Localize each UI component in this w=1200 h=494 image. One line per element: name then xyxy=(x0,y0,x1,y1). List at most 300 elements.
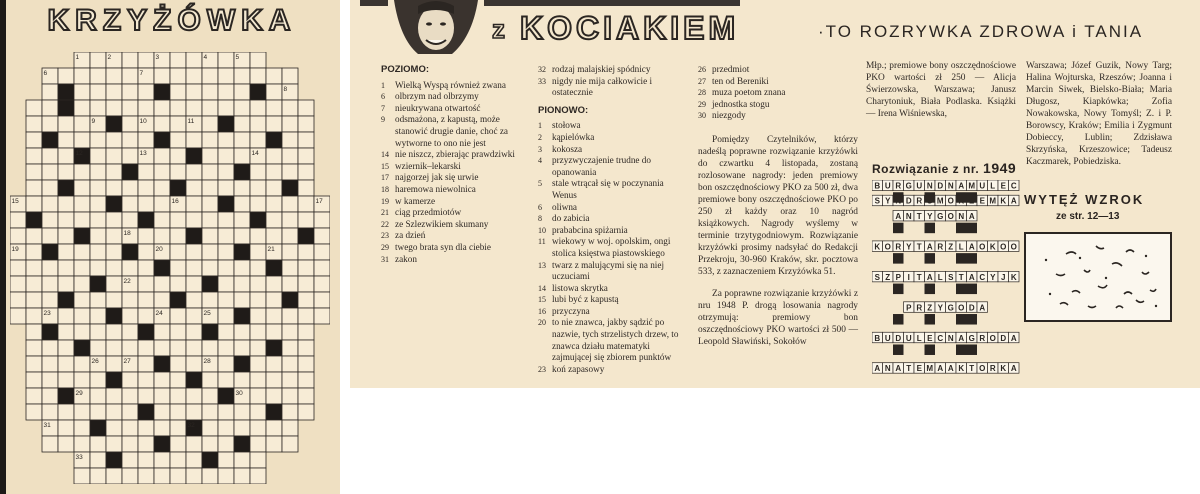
grid-cell[interactable] xyxy=(170,436,186,452)
grid-cell[interactable] xyxy=(266,116,282,132)
grid-cell[interactable] xyxy=(250,340,266,356)
grid-cell[interactable] xyxy=(58,276,74,292)
grid-cell[interactable] xyxy=(250,228,266,244)
grid-cell[interactable] xyxy=(138,164,154,180)
grid-cell[interactable] xyxy=(234,260,250,276)
grid-cell[interactable] xyxy=(218,228,234,244)
grid-cell[interactable] xyxy=(202,452,218,468)
grid-cell[interactable] xyxy=(282,292,298,308)
grid-cell[interactable] xyxy=(170,468,186,484)
grid-cell[interactable] xyxy=(218,276,234,292)
grid-cell[interactable] xyxy=(234,212,250,228)
grid-cell[interactable] xyxy=(298,292,314,308)
grid-cell[interactable] xyxy=(106,180,122,196)
grid-cell[interactable] xyxy=(298,244,314,260)
grid-cell[interactable] xyxy=(266,356,282,372)
grid-cell[interactable] xyxy=(218,52,234,68)
grid-cell[interactable] xyxy=(170,452,186,468)
grid-cell[interactable] xyxy=(154,452,170,468)
grid-cell[interactable] xyxy=(106,84,122,100)
grid-cell[interactable] xyxy=(250,356,266,372)
grid-cell[interactable] xyxy=(74,324,90,340)
grid-cell[interactable] xyxy=(250,260,266,276)
grid-cell[interactable] xyxy=(218,468,234,484)
grid-cell[interactable] xyxy=(26,372,42,388)
grid-cell[interactable] xyxy=(122,436,138,452)
grid-cell[interactable] xyxy=(10,212,26,228)
grid-cell[interactable] xyxy=(90,340,106,356)
grid-cell[interactable] xyxy=(218,132,234,148)
grid-cell[interactable] xyxy=(298,116,314,132)
grid-cell[interactable] xyxy=(266,228,282,244)
grid-cell[interactable] xyxy=(170,68,186,84)
grid-cell[interactable] xyxy=(58,324,74,340)
grid-cell[interactable] xyxy=(186,276,202,292)
grid-cell[interactable] xyxy=(186,52,202,68)
grid-cell[interactable] xyxy=(138,180,154,196)
grid-cell[interactable] xyxy=(74,468,90,484)
grid-cell[interactable] xyxy=(314,260,330,276)
grid-cell[interactable] xyxy=(282,212,298,228)
grid-cell[interactable] xyxy=(90,212,106,228)
grid-cell[interactable] xyxy=(90,148,106,164)
grid-cell[interactable] xyxy=(298,404,314,420)
grid-cell[interactable] xyxy=(138,228,154,244)
grid-cell[interactable] xyxy=(266,260,282,276)
grid-cell[interactable] xyxy=(250,100,266,116)
grid-cell[interactable] xyxy=(106,356,122,372)
grid-cell[interactable] xyxy=(218,116,234,132)
grid-cell[interactable] xyxy=(266,100,282,116)
grid-cell[interactable] xyxy=(122,452,138,468)
grid-cell[interactable] xyxy=(74,436,90,452)
grid-cell[interactable] xyxy=(122,260,138,276)
grid-cell[interactable] xyxy=(58,356,74,372)
grid-cell[interactable] xyxy=(42,148,58,164)
grid-cell[interactable] xyxy=(186,100,202,116)
grid-cell[interactable] xyxy=(74,244,90,260)
grid-cell[interactable] xyxy=(234,372,250,388)
grid-cell[interactable] xyxy=(122,196,138,212)
grid-cell[interactable] xyxy=(218,308,234,324)
grid-cell[interactable] xyxy=(234,308,250,324)
grid-cell[interactable] xyxy=(266,212,282,228)
grid-cell[interactable] xyxy=(106,468,122,484)
grid-cell[interactable] xyxy=(154,84,170,100)
grid-cell[interactable] xyxy=(58,228,74,244)
grid-cell[interactable] xyxy=(234,420,250,436)
grid-cell[interactable] xyxy=(282,68,298,84)
grid-cell[interactable] xyxy=(234,228,250,244)
grid-cell[interactable] xyxy=(266,404,282,420)
grid-cell[interactable] xyxy=(186,436,202,452)
grid-cell[interactable] xyxy=(234,340,250,356)
grid-cell[interactable] xyxy=(266,148,282,164)
grid-cell[interactable] xyxy=(138,324,154,340)
grid-cell[interactable] xyxy=(90,324,106,340)
grid-cell[interactable] xyxy=(42,340,58,356)
grid-cell[interactable] xyxy=(106,100,122,116)
grid-cell[interactable] xyxy=(74,404,90,420)
grid-cell[interactable] xyxy=(202,132,218,148)
grid-cell[interactable] xyxy=(314,308,330,324)
grid-cell[interactable] xyxy=(218,180,234,196)
grid-cell[interactable] xyxy=(58,244,74,260)
grid-cell[interactable] xyxy=(42,228,58,244)
grid-cell[interactable] xyxy=(234,436,250,452)
grid-cell[interactable] xyxy=(42,180,58,196)
grid-cell[interactable] xyxy=(90,84,106,100)
grid-cell[interactable] xyxy=(74,84,90,100)
grid-cell[interactable] xyxy=(218,324,234,340)
grid-cell[interactable] xyxy=(154,116,170,132)
grid-cell[interactable] xyxy=(138,452,154,468)
grid-cell[interactable] xyxy=(202,372,218,388)
grid-cell[interactable] xyxy=(122,420,138,436)
grid-cell[interactable] xyxy=(154,388,170,404)
grid-cell[interactable] xyxy=(74,228,90,244)
grid-cell[interactable] xyxy=(106,196,122,212)
grid-cell[interactable] xyxy=(90,260,106,276)
grid-cell[interactable] xyxy=(282,404,298,420)
grid-cell[interactable] xyxy=(138,52,154,68)
grid-cell[interactable] xyxy=(250,388,266,404)
grid-cell[interactable] xyxy=(170,292,186,308)
grid-cell[interactable] xyxy=(122,180,138,196)
grid-cell[interactable] xyxy=(266,324,282,340)
grid-cell[interactable] xyxy=(26,180,42,196)
grid-cell[interactable] xyxy=(186,308,202,324)
grid-cell[interactable] xyxy=(90,132,106,148)
grid-cell[interactable] xyxy=(218,292,234,308)
grid-cell[interactable] xyxy=(218,148,234,164)
grid-cell[interactable] xyxy=(218,84,234,100)
grid-cell[interactable] xyxy=(106,132,122,148)
grid-cell[interactable] xyxy=(282,260,298,276)
grid-cell[interactable] xyxy=(202,340,218,356)
grid-cell[interactable] xyxy=(266,164,282,180)
grid-cell[interactable] xyxy=(10,308,26,324)
grid-cell[interactable] xyxy=(42,436,58,452)
grid-cell[interactable] xyxy=(154,68,170,84)
grid-cell[interactable] xyxy=(138,260,154,276)
grid-cell[interactable] xyxy=(218,372,234,388)
grid-cell[interactable] xyxy=(218,404,234,420)
grid-cell[interactable] xyxy=(58,308,74,324)
grid-cell[interactable] xyxy=(250,468,266,484)
grid-cell[interactable] xyxy=(58,132,74,148)
grid-cell[interactable] xyxy=(154,132,170,148)
grid-cell[interactable] xyxy=(74,260,90,276)
grid-cell[interactable] xyxy=(266,84,282,100)
grid-cell[interactable] xyxy=(74,196,90,212)
grid-cell[interactable] xyxy=(26,324,42,340)
grid-cell[interactable] xyxy=(218,244,234,260)
grid-cell[interactable] xyxy=(186,404,202,420)
grid-cell[interactable] xyxy=(26,164,42,180)
grid-cell[interactable] xyxy=(42,164,58,180)
grid-cell[interactable] xyxy=(58,372,74,388)
grid-cell[interactable] xyxy=(90,420,106,436)
grid-cell[interactable] xyxy=(186,180,202,196)
grid-cell[interactable] xyxy=(122,468,138,484)
grid-cell[interactable] xyxy=(58,420,74,436)
grid-cell[interactable] xyxy=(170,228,186,244)
grid-cell[interactable] xyxy=(90,276,106,292)
grid-cell[interactable] xyxy=(266,388,282,404)
grid-cell[interactable] xyxy=(154,276,170,292)
grid-cell[interactable] xyxy=(234,116,250,132)
grid-cell[interactable] xyxy=(218,100,234,116)
grid-cell[interactable] xyxy=(74,356,90,372)
grid-cell[interactable] xyxy=(122,292,138,308)
grid-cell[interactable] xyxy=(106,452,122,468)
grid-cell[interactable] xyxy=(58,388,74,404)
grid-cell[interactable] xyxy=(170,260,186,276)
grid-cell[interactable] xyxy=(170,404,186,420)
grid-cell[interactable] xyxy=(218,388,234,404)
grid-cell[interactable] xyxy=(282,148,298,164)
grid-cell[interactable] xyxy=(218,260,234,276)
grid-cell[interactable] xyxy=(26,388,42,404)
grid-cell[interactable] xyxy=(282,164,298,180)
grid-cell[interactable] xyxy=(122,308,138,324)
grid-cell[interactable] xyxy=(42,212,58,228)
grid-cell[interactable] xyxy=(298,180,314,196)
grid-cell[interactable] xyxy=(234,468,250,484)
grid-cell[interactable] xyxy=(298,100,314,116)
grid-cell[interactable] xyxy=(170,340,186,356)
grid-cell[interactable] xyxy=(42,84,58,100)
grid-cell[interactable] xyxy=(26,340,42,356)
grid-cell[interactable] xyxy=(234,452,250,468)
grid-cell[interactable] xyxy=(90,452,106,468)
grid-cell[interactable] xyxy=(234,68,250,84)
grid-cell[interactable] xyxy=(26,308,42,324)
grid-cell[interactable] xyxy=(106,212,122,228)
grid-cell[interactable] xyxy=(122,324,138,340)
grid-cell[interactable] xyxy=(42,260,58,276)
grid-cell[interactable] xyxy=(202,388,218,404)
grid-cell[interactable] xyxy=(122,164,138,180)
grid-cell[interactable] xyxy=(58,164,74,180)
grid-cell[interactable] xyxy=(74,292,90,308)
grid-cell[interactable] xyxy=(154,356,170,372)
grid-cell[interactable] xyxy=(42,116,58,132)
grid-cell[interactable] xyxy=(186,148,202,164)
grid-cell[interactable] xyxy=(90,468,106,484)
grid-cell[interactable] xyxy=(74,420,90,436)
grid-cell[interactable] xyxy=(170,276,186,292)
grid-cell[interactable] xyxy=(106,260,122,276)
grid-cell[interactable] xyxy=(202,228,218,244)
grid-cell[interactable] xyxy=(234,244,250,260)
grid-cell[interactable] xyxy=(282,340,298,356)
grid-cell[interactable] xyxy=(106,276,122,292)
grid-cell[interactable] xyxy=(10,228,26,244)
grid-cell[interactable] xyxy=(26,292,42,308)
grid-cell[interactable] xyxy=(58,116,74,132)
grid-cell[interactable] xyxy=(202,260,218,276)
grid-cell[interactable] xyxy=(250,212,266,228)
grid-cell[interactable] xyxy=(122,244,138,260)
grid-cell[interactable] xyxy=(106,420,122,436)
grid-cell[interactable] xyxy=(26,404,42,420)
grid-cell[interactable] xyxy=(74,340,90,356)
grid-cell[interactable] xyxy=(154,100,170,116)
grid-cell[interactable] xyxy=(298,276,314,292)
grid-cell[interactable] xyxy=(298,148,314,164)
grid-cell[interactable] xyxy=(250,372,266,388)
grid-cell[interactable] xyxy=(298,388,314,404)
grid-cell[interactable] xyxy=(186,212,202,228)
grid-cell[interactable] xyxy=(74,308,90,324)
grid-cell[interactable] xyxy=(250,164,266,180)
grid-cell[interactable] xyxy=(74,372,90,388)
grid-cell[interactable] xyxy=(26,276,42,292)
grid-cell[interactable] xyxy=(298,324,314,340)
grid-cell[interactable] xyxy=(186,468,202,484)
grid-cell[interactable] xyxy=(138,388,154,404)
grid-cell[interactable] xyxy=(218,356,234,372)
grid-cell[interactable] xyxy=(58,212,74,228)
grid-cell[interactable] xyxy=(90,164,106,180)
grid-cell[interactable] xyxy=(42,388,58,404)
grid-cell[interactable] xyxy=(26,116,42,132)
grid-cell[interactable] xyxy=(42,292,58,308)
grid-cell[interactable] xyxy=(202,116,218,132)
grid-cell[interactable] xyxy=(234,196,250,212)
grid-cell[interactable] xyxy=(298,340,314,356)
grid-cell[interactable] xyxy=(26,196,42,212)
grid-cell[interactable] xyxy=(202,420,218,436)
grid-cell[interactable] xyxy=(298,212,314,228)
grid-cell[interactable] xyxy=(234,148,250,164)
grid-cell[interactable] xyxy=(138,292,154,308)
grid-cell[interactable] xyxy=(26,244,42,260)
grid-cell[interactable] xyxy=(282,372,298,388)
grid-cell[interactable] xyxy=(186,132,202,148)
grid-cell[interactable] xyxy=(58,340,74,356)
grid-cell[interactable] xyxy=(186,324,202,340)
grid-cell[interactable] xyxy=(42,196,58,212)
grid-cell[interactable] xyxy=(202,164,218,180)
grid-cell[interactable] xyxy=(74,212,90,228)
grid-cell[interactable] xyxy=(154,180,170,196)
grid-cell[interactable] xyxy=(122,388,138,404)
grid-cell[interactable] xyxy=(106,164,122,180)
grid-cell[interactable] xyxy=(186,388,202,404)
grid-cell[interactable] xyxy=(282,356,298,372)
grid-cell[interactable] xyxy=(138,404,154,420)
grid-cell[interactable] xyxy=(154,148,170,164)
grid-cell[interactable] xyxy=(106,292,122,308)
grid-cell[interactable] xyxy=(138,308,154,324)
grid-cell[interactable] xyxy=(298,228,314,244)
grid-cell[interactable] xyxy=(106,324,122,340)
grid-cell[interactable] xyxy=(266,132,282,148)
grid-cell[interactable] xyxy=(138,356,154,372)
grid-cell[interactable] xyxy=(74,164,90,180)
grid-cell[interactable] xyxy=(42,324,58,340)
grid-cell[interactable] xyxy=(234,132,250,148)
grid-cell[interactable] xyxy=(314,212,330,228)
grid-cell[interactable] xyxy=(154,196,170,212)
grid-cell[interactable] xyxy=(122,100,138,116)
grid-cell[interactable] xyxy=(266,292,282,308)
grid-cell[interactable] xyxy=(186,196,202,212)
grid-cell[interactable] xyxy=(266,196,282,212)
grid-cell[interactable] xyxy=(202,212,218,228)
grid-cell[interactable] xyxy=(282,100,298,116)
grid-cell[interactable] xyxy=(170,324,186,340)
grid-cell[interactable] xyxy=(298,260,314,276)
grid-cell[interactable] xyxy=(106,340,122,356)
grid-cell[interactable] xyxy=(250,404,266,420)
grid-cell[interactable] xyxy=(42,356,58,372)
grid-cell[interactable] xyxy=(218,452,234,468)
grid-cell[interactable] xyxy=(250,196,266,212)
grid-cell[interactable] xyxy=(250,308,266,324)
grid-cell[interactable] xyxy=(170,372,186,388)
grid-cell[interactable] xyxy=(138,212,154,228)
grid-cell[interactable] xyxy=(154,420,170,436)
grid-cell[interactable] xyxy=(282,388,298,404)
crossword-grid[interactable] xyxy=(10,52,330,484)
grid-cell[interactable] xyxy=(10,292,26,308)
grid-cell[interactable] xyxy=(202,180,218,196)
grid-cell[interactable] xyxy=(218,68,234,84)
grid-cell[interactable] xyxy=(154,260,170,276)
grid-cell[interactable] xyxy=(170,420,186,436)
grid-cell[interactable] xyxy=(154,436,170,452)
grid-cell[interactable] xyxy=(266,308,282,324)
grid-cell[interactable] xyxy=(106,404,122,420)
grid-cell[interactable] xyxy=(138,132,154,148)
grid-cell[interactable] xyxy=(74,132,90,148)
grid-cell[interactable] xyxy=(202,148,218,164)
grid-cell[interactable] xyxy=(250,52,266,68)
grid-cell[interactable] xyxy=(282,180,298,196)
grid-cell[interactable] xyxy=(266,68,282,84)
grid-cell[interactable] xyxy=(298,308,314,324)
grid-cell[interactable] xyxy=(42,276,58,292)
grid-cell[interactable] xyxy=(90,196,106,212)
grid-cell[interactable] xyxy=(234,404,250,420)
grid-cell[interactable] xyxy=(90,372,106,388)
grid-cell[interactable] xyxy=(234,84,250,100)
grid-cell[interactable] xyxy=(74,180,90,196)
grid-cell[interactable] xyxy=(58,180,74,196)
grid-cell[interactable] xyxy=(282,308,298,324)
grid-cell[interactable] xyxy=(298,132,314,148)
grid-cell[interactable] xyxy=(202,292,218,308)
grid-cell[interactable] xyxy=(58,404,74,420)
grid-cell[interactable] xyxy=(186,228,202,244)
grid-cell[interactable] xyxy=(90,100,106,116)
grid-cell[interactable] xyxy=(74,276,90,292)
grid-cell[interactable] xyxy=(202,324,218,340)
grid-cell[interactable] xyxy=(202,404,218,420)
grid-cell[interactable] xyxy=(90,228,106,244)
grid-cell[interactable] xyxy=(170,164,186,180)
grid-cell[interactable] xyxy=(266,180,282,196)
grid-cell[interactable] xyxy=(154,324,170,340)
grid-cell[interactable] xyxy=(186,68,202,84)
grid-cell[interactable] xyxy=(170,180,186,196)
grid-cell[interactable] xyxy=(106,148,122,164)
grid-cell[interactable] xyxy=(186,356,202,372)
